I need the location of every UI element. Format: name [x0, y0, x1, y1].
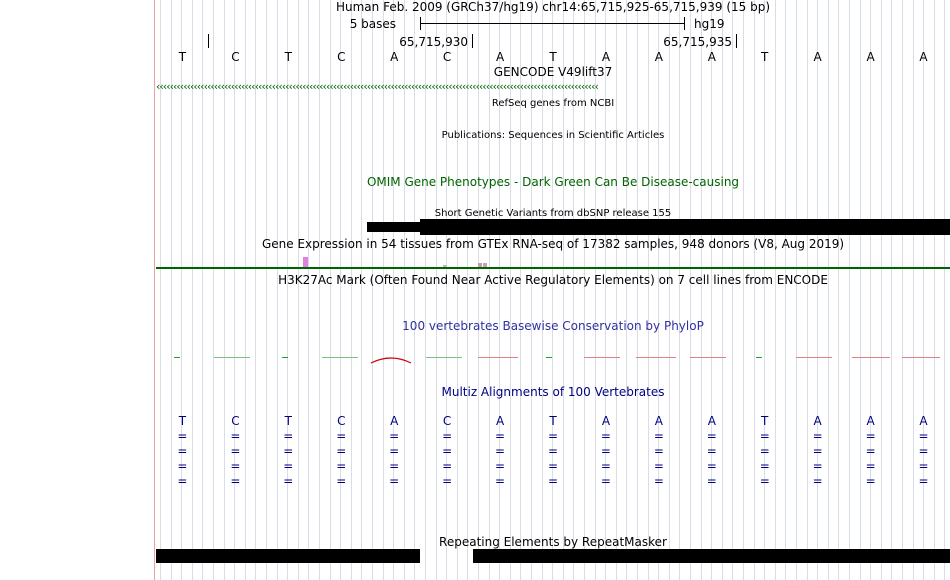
- alignment-base: A: [654, 414, 663, 428]
- alignment-match: =: [177, 444, 188, 458]
- ruler-pos-left: 65,715,930: [399, 35, 468, 49]
- sequence-base: T: [549, 50, 557, 64]
- alignment-match: =: [495, 474, 506, 488]
- ruler-tick: [736, 34, 737, 48]
- alignment-match: =: [283, 459, 294, 473]
- alignment-match: =: [177, 429, 188, 443]
- alignment-base: T: [761, 414, 769, 428]
- alignment-match: =: [389, 459, 400, 473]
- conservation-segment: [322, 357, 358, 358]
- alignment-base: A: [866, 414, 875, 428]
- alignment-match: =: [812, 429, 823, 443]
- alignment-match: =: [759, 459, 770, 473]
- alignment-match: =: [918, 444, 929, 458]
- alignment-match: =: [495, 459, 506, 473]
- sequence-base: T: [178, 50, 187, 64]
- alignment-base: A: [707, 414, 716, 428]
- alignment-match: =: [283, 429, 294, 443]
- conservation-segment: [426, 357, 462, 358]
- ruler-tick: [472, 34, 473, 48]
- sequence-base: A: [707, 50, 716, 64]
- alignment-match: =: [442, 459, 453, 473]
- conservation-segment: [796, 357, 832, 358]
- conservation-segment: [756, 357, 762, 358]
- alignment-match: =: [812, 444, 823, 458]
- gtex-title: Gene Expression in 54 tissues from GTEx RNA-seq of 17382 samples, 948 donors (V8, Aug 2019): [261, 237, 845, 251]
- h3k27ac-title: H3K27Ac Mark (Often Found Near Active Regulatory Elements) on 7 cell lines from ENCODE: [278, 273, 828, 287]
- position-title: Human Feb. 2009 (GRCh37/hg19) chr14:65,715,925-65,715,939 (15 bp): [335, 0, 770, 14]
- gencode-title: GENCODE V49lift37: [493, 65, 613, 79]
- cons-title: 100 vertebrates Basewise Conservation by PhyloP: [402, 319, 704, 333]
- scale-bar: [420, 23, 685, 24]
- alignment-base: T: [284, 414, 292, 428]
- gene-strand-arrows[interactable]: ‹‹‹‹‹‹‹‹‹‹‹‹‹‹‹‹‹‹‹‹‹‹‹‹‹‹‹‹‹‹‹‹‹‹‹‹‹‹‹‹‹‹‹‹‹‹‹‹‹‹‹‹‹‹‹‹‹‹‹‹‹‹‹‹‹‹‹‹‹‹‹‹‹‹‹‹‹‹‹‹‹‹‹‹‹‹‹‹‹‹‹‹‹‹‹‹‹‹‹‹‹‹‹‹‹‹‹‹‹‹‹‹‹‹‹‹‹‹‹‹‹‹‹‹‹‹‹‹‹‹: [156, 80, 598, 93]
- alignment-base: A: [495, 414, 505, 428]
- alignment-match: =: [547, 429, 559, 443]
- sequence-base: C: [231, 50, 240, 64]
- alignment-match: =: [600, 474, 611, 488]
- alignment-match: =: [653, 459, 664, 473]
- conservation-segment: [690, 357, 726, 358]
- alignment-match: =: [495, 444, 506, 458]
- sequence-base: T: [761, 50, 769, 64]
- conservation-segment: [546, 357, 552, 358]
- alignment-match: =: [759, 429, 770, 443]
- alignment-match: =: [759, 444, 770, 458]
- refseq-title: RefSeq genes from NCBI: [491, 98, 615, 109]
- sequence-base: A: [390, 50, 399, 64]
- alignment-match: =: [865, 444, 876, 458]
- conservation-segment: [478, 357, 518, 358]
- alignment-match: =: [918, 459, 929, 473]
- dbsnp-feature[interactable]: [420, 219, 950, 235]
- publications-title: Publications: Sequences in Scientific Articles: [441, 130, 665, 141]
- alignment-match: =: [336, 429, 347, 443]
- alignment-match: =: [600, 459, 611, 473]
- alignment-base: A: [390, 414, 399, 428]
- alignment-match: =: [495, 429, 506, 443]
- conservation-segment: [636, 357, 676, 358]
- alignment-match: =: [336, 444, 347, 458]
- label-separator: [154, 0, 155, 580]
- alignment-match: =: [283, 444, 294, 458]
- gtex-bar[interactable]: [303, 257, 308, 267]
- sequence-base: A: [813, 50, 822, 64]
- alignment-match: =: [653, 429, 664, 443]
- alignment-match: =: [706, 429, 717, 443]
- alignment-match: =: [177, 474, 188, 488]
- alignment-match: =: [336, 459, 347, 473]
- alignment-match: =: [442, 444, 453, 458]
- alignment-base: T: [549, 414, 557, 428]
- sequence-base: A: [601, 50, 611, 64]
- scale-text: 5 bases: [349, 17, 396, 31]
- assembly-label: hg19: [694, 17, 725, 31]
- alignment-match: =: [865, 459, 876, 473]
- sequence-base: T: [284, 50, 292, 64]
- ruler-tick: [208, 34, 209, 48]
- conservation-segment: [584, 357, 620, 358]
- alignment-match: =: [336, 474, 347, 488]
- alignment-match: =: [230, 429, 241, 443]
- alignment-match: =: [812, 474, 823, 488]
- gtex-gene-line: [156, 267, 950, 269]
- alignment-base: C: [231, 414, 240, 428]
- alignment-match: =: [389, 429, 400, 443]
- alignment-match: =: [442, 474, 453, 488]
- alignment-match: =: [759, 474, 770, 488]
- scale-bar-right: [684, 17, 685, 30]
- multiz-title: Multiz Alignments of 100 Vertebrates: [441, 385, 665, 399]
- conservation-peak: [370, 355, 412, 365]
- conservation-segment: [214, 357, 250, 358]
- sequence-base: A: [866, 50, 875, 64]
- alignment-match: =: [706, 474, 717, 488]
- alignment-match: =: [706, 459, 717, 473]
- alignment-match: =: [600, 429, 611, 443]
- alignment-base: A: [813, 414, 822, 428]
- alignment-match: =: [865, 429, 876, 443]
- alignment-match: =: [389, 444, 400, 458]
- omim-title: OMIM Gene Phenotypes - Dark Green Can Be Disease-causing: [366, 175, 740, 189]
- alignment-match: =: [230, 444, 241, 458]
- repeat-element[interactable]: [473, 549, 950, 563]
- alignment-base: A: [601, 414, 611, 428]
- dbsnp-title: Short Genetic Variants from dbSNP release 155: [434, 208, 672, 219]
- sequence-base: A: [919, 50, 928, 64]
- alignment-match: =: [918, 474, 929, 488]
- conservation-segment: [852, 357, 890, 358]
- alignment-match: =: [918, 429, 929, 443]
- repeat-title: Repeating Elements by RepeatMasker: [439, 535, 667, 549]
- alignment-match: =: [865, 474, 876, 488]
- alignment-base: A: [919, 414, 928, 428]
- track-data-area[interactable]: [156, 0, 950, 580]
- alignment-match: =: [547, 474, 559, 488]
- alignment-match: =: [230, 459, 241, 473]
- alignment-match: =: [653, 444, 664, 458]
- alignment-match: =: [230, 474, 241, 488]
- alignment-match: =: [283, 474, 294, 488]
- alignment-base: C: [442, 414, 452, 428]
- track-label-column: [0, 0, 154, 580]
- conservation-segment: [282, 357, 288, 358]
- sequence-base: A: [495, 50, 505, 64]
- sequence-base: C: [337, 50, 346, 64]
- alignment-base: C: [337, 414, 346, 428]
- conservation-segment: [902, 357, 940, 358]
- sequence-base: A: [654, 50, 663, 64]
- alignment-match: =: [600, 444, 611, 458]
- sequence-base: C: [442, 50, 452, 64]
- ruler-pos-right: 65,715,935: [663, 35, 732, 49]
- alignment-match: =: [177, 459, 188, 473]
- alignment-match: =: [547, 459, 559, 473]
- alignment-match: =: [653, 474, 664, 488]
- repeat-element[interactable]: [156, 549, 420, 563]
- alignment-match: =: [547, 444, 559, 458]
- alignment-match: =: [389, 474, 400, 488]
- alignment-match: =: [706, 444, 717, 458]
- alignment-match: =: [812, 459, 823, 473]
- alignment-base: T: [178, 414, 187, 428]
- alignment-match: =: [442, 429, 453, 443]
- conservation-segment: [174, 357, 180, 358]
